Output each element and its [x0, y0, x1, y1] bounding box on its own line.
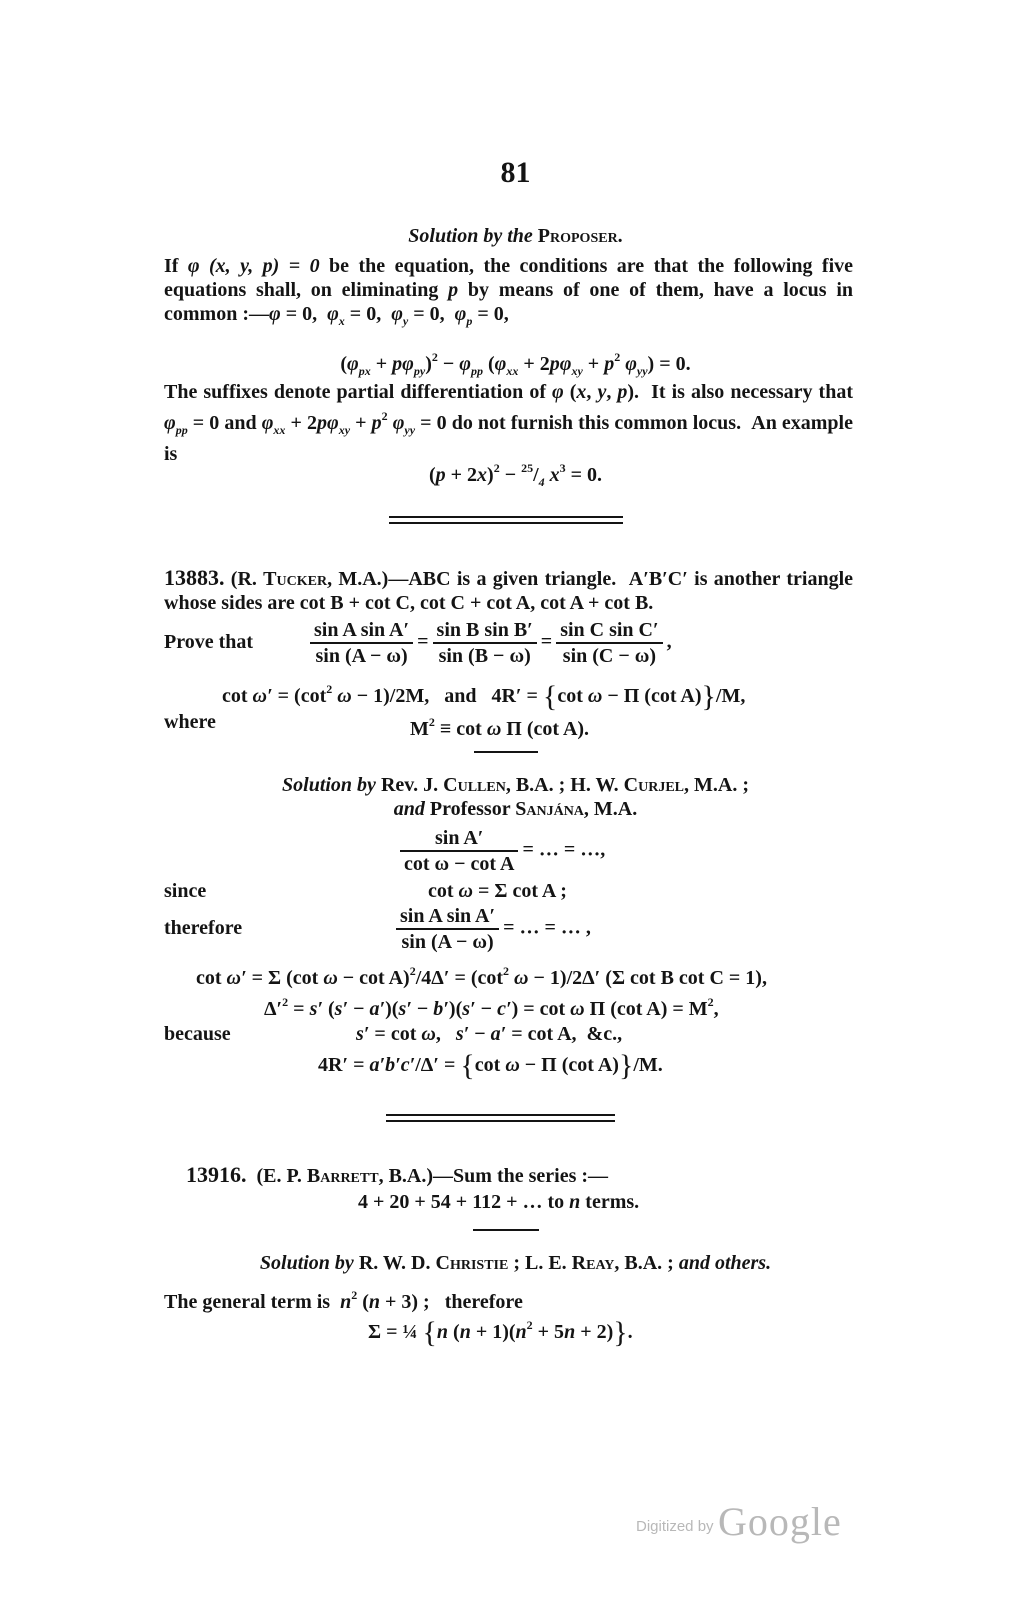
question-number-2: 13916.	[186, 1162, 247, 1187]
main-equation: $(\varphi_{px} + p\varphi_{py})^2 - \varphi_{pp}$ ($\varphi_{xx} + 2p\varphi_{xy} + p^2$ $\varphi_{yy}) = 0$.	[340, 350, 691, 378]
variable-p: p	[448, 279, 459, 301]
section1-paragraph-2: The suffixes denote partial differentiation of φ (x, y, p). It is also necessary that $\varphi_{pp} = 0$ and $\varphi_{xx} + 2p\varphi_{xy} + p^2$ $\varphi_{yy} = 0$ do not furnish this common locus. An example is	[164, 381, 853, 465]
equation-phi: φ (x, y, p) = 0	[187, 255, 320, 277]
equation-cot-omega-prime: cot ω′ = Σ (cot $\omega - \cot A)^2/4\Delta' = (\cot^2$ ω − 1)/2Δ′ (Σ cot B cot C = 1),	[196, 964, 767, 989]
solution-13916-heading: Solution by R. W. D. Christie ; L. E. Reay, B.A. ; and others.	[259, 1252, 772, 1274]
section-divider	[389, 516, 623, 524]
section-divider-2	[386, 1114, 615, 1122]
fraction-equality: $\frac{\text{sin A sin A′}}{\sin (A - \omega)}$ = $\frac{\text{sin B sin B′}}{\sin (B - \omega)}$ = $\frac{\text{sin C sin C′}}{\sin (C - \omega)}$ ,	[306, 618, 672, 668]
therefore-label: therefore	[164, 917, 243, 939]
fraction-sin-a-prime: $\frac{\text{sin A′}}{\text{cot ω − cot A}}$	[400, 826, 518, 876]
solution-fraction-2: $\frac{\text{sin A sin A′}}{\sin (A - \omega)}$ = … = … ,	[392, 904, 591, 954]
sum-formula: Σ = ¼ {n $(n + 1)(n^2 + 5n + 2)$}.	[368, 1316, 633, 1349]
because-label: because	[164, 1023, 231, 1045]
series-line: 4 + 20 + 54 + 112 + … to n terms.	[358, 1191, 640, 1213]
solution-heading	[0, 224, 1031, 248]
text-locus: by means of one of them, have a locus in common :—	[164, 279, 853, 325]
since-label: since	[164, 880, 207, 902]
proposer-label: Proposer.	[537, 225, 623, 247]
equation-4r-prime: 4R′ = a′b′c′/Δ′ = {cot ω − Π (cot A)}/M.	[318, 1049, 663, 1082]
digitized-by-google-watermark	[636, 1498, 842, 1545]
solution-by-label: Solution by the	[408, 225, 533, 247]
conditions-list: φ = 0, $\varphi_x = 0$, $\varphi_y = 0$, $\varphi_p = 0$,	[268, 303, 509, 328]
solution-13883-heading: Solution by Rev. J. Cullen, B.A. ; H. W. Curjel, M.A. ;	[282, 774, 749, 796]
short-divider-2	[473, 1229, 539, 1231]
example-equation: $(p + 2x)^2 - ^{25}/_4$ $x^3 = 0$.	[428, 461, 603, 489]
since-equation: cot ω = Σ cot A ;	[428, 880, 567, 902]
section1-paragraph	[164, 254, 853, 333]
and-others-label: and others.	[678, 1252, 772, 1274]
fraction-sin-a-sin-a-prime: $\frac{\text{sin A sin A′}}{\sin (A - \omega)}$	[396, 904, 499, 954]
google-logo: Google	[718, 1499, 842, 1544]
short-divider	[474, 751, 538, 753]
solution-by-label: Solution by	[282, 774, 376, 796]
solution-by-label: Solution by	[259, 1252, 354, 1274]
equation-delta-squared: $\Delta'^2 = s'$ (s′ − a′)(s′ − b′)(s′ − c′) = cot ω Π (cot $A) = M^2$,	[264, 995, 719, 1020]
cot-omega-line: $\cot \omega' = (\cot^2$ ω − 1)/2M, and 4R′ = {cot ω − Π (cot A)}/M,	[222, 680, 746, 713]
page-number: 81	[500, 156, 531, 189]
text-if: If	[164, 255, 179, 277]
fraction-b: $\frac{\text{sin B sin B′}}{\sin (B - \omega)}$	[433, 618, 537, 668]
digitized-by-label: Digitized by	[636, 1518, 714, 1535]
text-conditions: be the equation, the conditions are that the following five equations shall, on eliminating	[164, 255, 854, 301]
question-number: 13883.	[164, 565, 225, 590]
prove-that-label: Prove that	[164, 631, 254, 653]
where-label: where	[164, 711, 216, 733]
fraction-a: $\frac{\text{sin A sin A′}}{\sin (A - \omega)}$	[310, 618, 413, 668]
solution-13883-heading-2: and Professor Sanjána, M.A.	[393, 798, 638, 820]
and-label: and	[393, 798, 425, 820]
m-squared-line: $M^2 \equiv \cot \omega$ Π (cot A).	[410, 715, 590, 740]
question-13883: 13883. (R. Tucker, M.A.)—ABC is a given triangle. A′B′C′ is another triangle whose sides are cot B + cot C, cot C + cot A, cot A + cot B.	[164, 565, 853, 614]
because-equation: s′ = cot ω, s′ − a′ = cot A, &c.,	[356, 1023, 623, 1045]
solution-fraction-1: $\frac{\text{sin A′}}{\text{cot ω − cot A}}$ = … = …,	[396, 826, 605, 876]
fraction-c: $\frac{\text{sin C sin C′}}{\sin (C - \omega)}$	[556, 618, 662, 668]
question-13916: 13916. (E. P. Barrett, B.A.)—Sum the series :—	[186, 1162, 609, 1187]
general-term-line: The general term is $n^2$ (n + 3) ; therefore	[164, 1288, 523, 1313]
